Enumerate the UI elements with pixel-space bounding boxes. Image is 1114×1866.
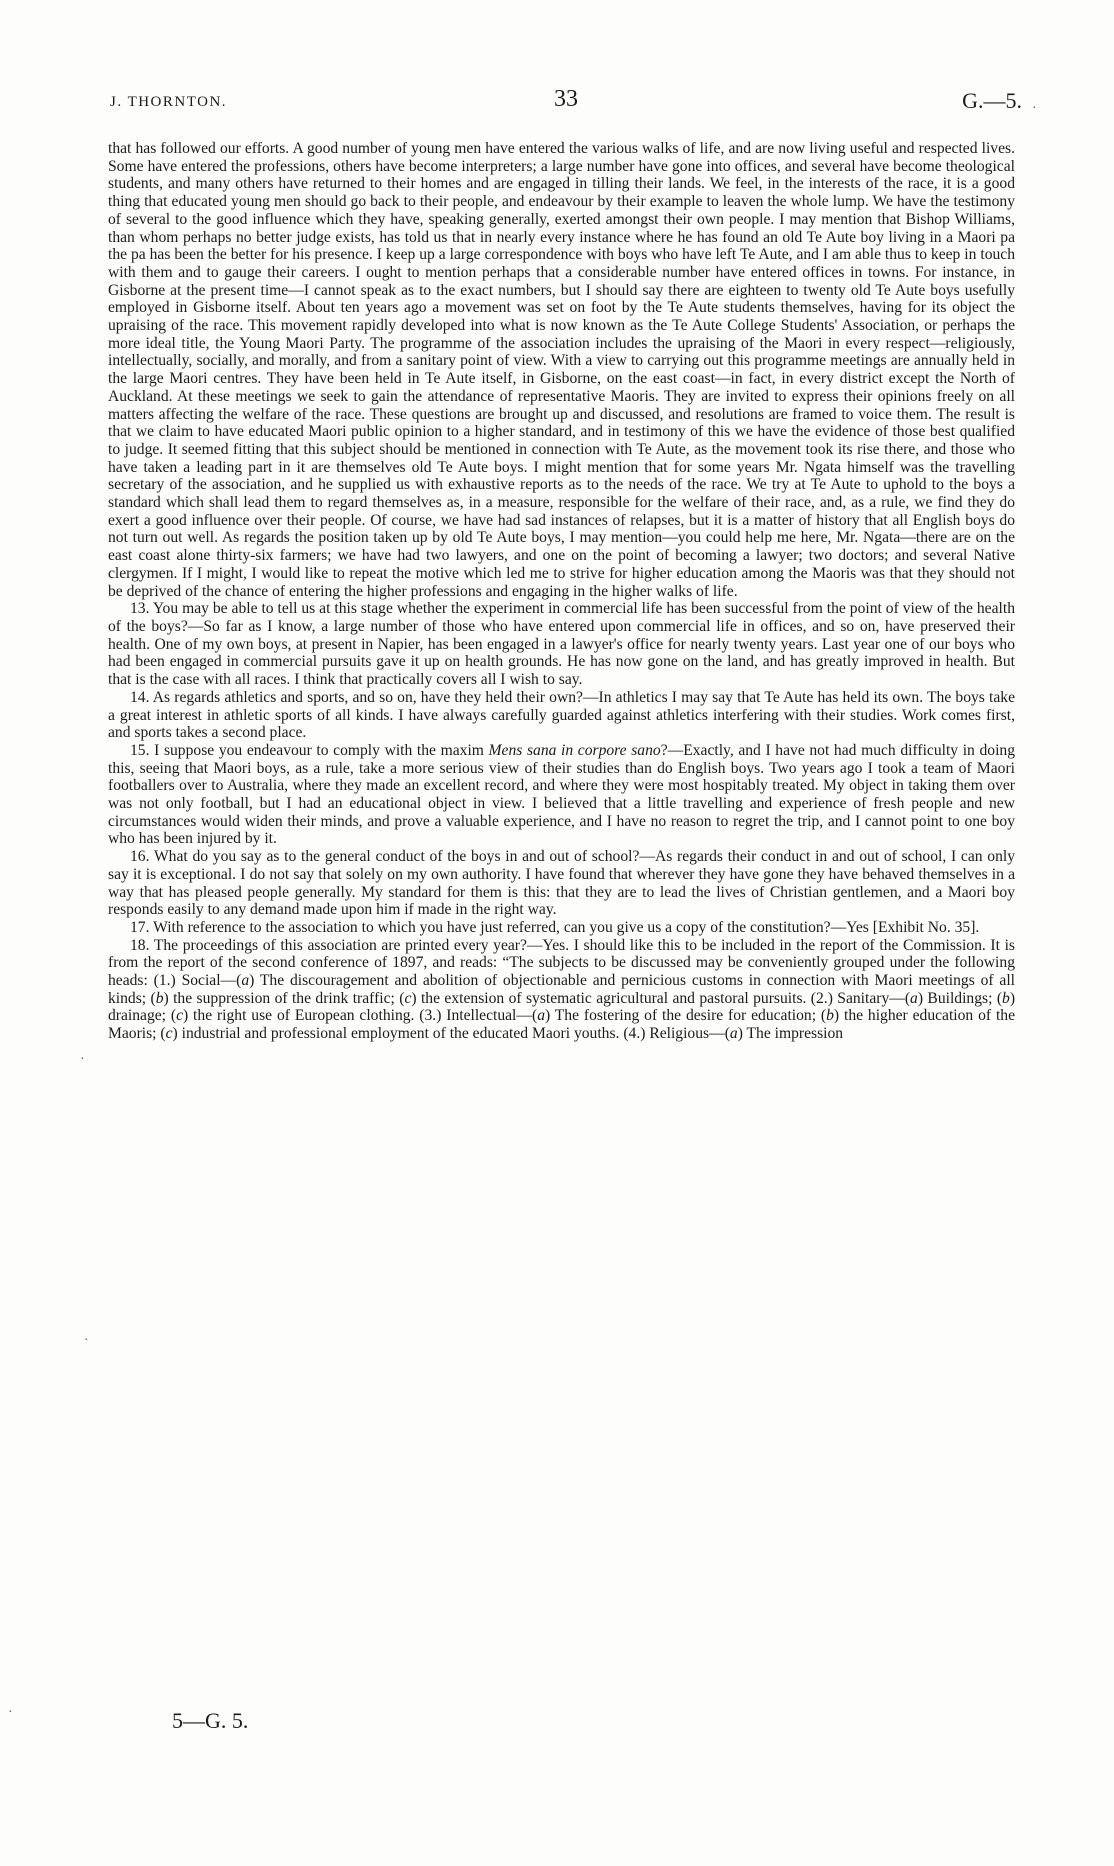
page-header: [110, 86, 1022, 126]
p18-text: ) The fostering of the desire for education; (: [544, 1007, 827, 1025]
p18-item-letter: b: [155, 989, 164, 1007]
p18-item-letter: a: [241, 972, 250, 990]
header-paper-reference: G.—5.: [962, 88, 1022, 113]
p18-item-letter: a: [910, 989, 918, 1007]
p18-item-letter: c: [176, 1007, 183, 1025]
margin-speck: ·: [8, 1705, 13, 1720]
paragraph-17: 17. With reference to the association to which you have just referred, can you give us a copy of the constitution?—Yes [Exhibit No. 35].: [130, 918, 980, 936]
p18-text: ) industrial and professional employment of the educated Maori youths. (4.) Religious—(: [172, 1025, 730, 1043]
paragraph-18: [108, 937, 1015, 1043]
p18-text: ) The impression: [737, 1025, 844, 1043]
p18-text: ) drainage; (: [108, 989, 1016, 1025]
p15-latin-maxim: Mens sana in corpore sano: [488, 741, 661, 759]
paragraph-continued: that has followed our efforts. A good number of young men have entered the various walks of life, and are now living useful and respected lives. Some have entered the professions, others have become interpreters; a large number have gone into offices, and several have become theological students, and many others have returned to their homes and are engaged in tilling their lands. We feel, in the interests of the race, it is a good thing that educated young men should go back to their people, and endeavour by their example to leaven the whole lump. We have the testimony of several to the good influence which they have, speaking generally, exerted amongst their own people. I may mention that Bishop Williams, than whom perhaps no better judge exists, has told us that in nearly every instance where he has found an old Te Aute boy living in a Maori pa the pa has been the better for his presence. I keep up a large correspondence with boys who have left Te Aute, and I am able thus to keep in touch with them and to gauge their careers. I ought to mention perhaps that a considerable number have entered offices in towns. For instance, in Gisborne at the present time—I cannot speak as to the exact numbers, but I should say there are eighteen to twenty old Te Aute boys usefully employed in Gisborne itself. About ten years ago a movement was set on foot by the Te Aute students themselves, having for its object the upraising of the race. This movement rapidly developed into what is now known as the Te Aute College Students' Association, or perhaps the more ideal title, the Young Maori Party. The programme of the association includes the upraising of the Maori in every respect—religiously, intellectually, socially, and morally, and from a sanitary point of view. With a view to carrying out this programme meetings are annually held in the large Maori centres. They have been held in Te Aute itself, in Gisborne, on the east coast—in fact, in every district except the North of Auckland. At these meetings we seek to gain the attendance of representative Maoris. They are invited to express their opinions freely on all matters affecting the welfare of the race. These questions are brought up and discussed, and resolutions are framed to voice them. The result is that we claim to have educated Maori public opinion to a higher standard, and in testimony of this we have the evidence of those best qualified to judge. It seemed fitting that this subject should be mentioned in connection with Te Aute, as the movement took its rise there, and those who have taken a leading part in it are themselves old Te Aute boys. I might mention that for some years Mr. Ngata himself was the travelling secretary of the association, and he supplied us with exhaustive reports as to the needs of the race. We try at Te Aute to uphold to the boys a standard which shall lead them to regard themselves as, in a measure, responsible for the welfare of their race, and, as a rule, we find they do exert a good influence over their people. Of course, we have had sad instances of relapses, but it is a matter of history that all English boys do not turn out well. As regards the position taken up by old Te Aute boys, I may mention—you could help me here, Mr. Ngata—there are on the east coast alone thirty-six farmers; we have had two lawyers, and one on the point of becoming a lawyer; two doctors; and several Native clergymen. If I might, I would like to repeat the motive which led me to strive for higher education among the Maoris was that they should not be deprived of the chance of entering the higher professions and engaging in the higher walks of life.: [108, 140, 1015, 600]
signature-mark: 5—G. 5.: [172, 1708, 249, 1733]
margin-speck: ·: [84, 1333, 89, 1348]
paragraph-15: [108, 742, 1015, 848]
p15-text-before: 15. I suppose you endeavour to comply with the maxim: [130, 741, 489, 759]
p18-text: ) The discouragement and abolition of objectionable and pernicious customs in connection with Maori meetings of all kinds; (: [108, 972, 1016, 1007]
p18-text: ) the suppression of the drink traffic; (: [163, 989, 405, 1007]
p18-text: 18. The proceedings of this association are printed every year?—Yes. I should like this to be included in the report of the Commission. It is from the report of the second conference of 1897, and reads: “The subjects to be discussed may be conveniently grouped under the following heads: (1.) Social—(: [108, 936, 1015, 990]
p18-text: ) the right use of European clothing. (3.) Intellectual—(: [183, 1007, 538, 1025]
p18-item-letter: c: [404, 989, 412, 1007]
margin-speck: ·: [80, 1052, 85, 1067]
p18-item-letter: b: [1002, 989, 1010, 1007]
document-body: [108, 140, 1015, 1043]
paragraph-16: 16. What do you say as to the general conduct of the boys in and out of school?—As regards their conduct in and out of school, I can only say it is exceptional. I do not say that solely on my own authority. I have found that wherever they have gone they have behaved themselves in a way that has pleased people generally. My standard for them is this: that they are to lead the lives of Christian gentlemen, and a Maori boy responds easily to any demand made upon him if made in the right way.: [108, 848, 1015, 919]
p18-item-letter: a: [537, 1007, 545, 1025]
p18-text: ) Buildings; (: [917, 989, 1003, 1007]
p18-text: ) the extension of systematic agricultural and pastoral pursuits. (2.) Sanitary—(: [411, 989, 911, 1007]
margin-speck: ·: [1032, 101, 1037, 116]
paragraph-14: 14. As regards athletics and sports, and so on, have they held their own?—In athletics I may say that Te Aute has held its own. The boys take a great interest in athletic sports of all kinds. I have always carefully guarded against athletics interfering with their studies. Work comes first, and sports takes a second place.: [108, 688, 1015, 742]
p18-item-letter: b: [826, 1007, 834, 1025]
p18-item-letter: a: [729, 1025, 738, 1043]
p18-item-letter: c: [165, 1025, 173, 1043]
page-number: 33: [554, 86, 578, 112]
p18-text: ) the higher education of the Maoris; (: [108, 1007, 1016, 1043]
p15-text-after: ?—Exactly, and I have not had much difficulty in doing this, seeing that Maori boys, as a rule, take a more serious view of their studies than do English boys. Two years ago I took a team of Maori footballers over to Australia, where they made an excellent record, and where they were most hospitably treated. My object in taking them over was not only football, but I had an educational object in view. I believed that a little travelling and experience of fresh people and new circumstances would widen their minds, and prove a valuable experience, and I have no reason to regret the trip, and I cannot point to one boy who has been injured by it.: [108, 741, 1015, 848]
header-witness-name: J. THORNTON.: [110, 94, 228, 110]
paragraph-13: 13. You may be able to tell us at this stage whether the experiment in commercial life has been successful from the point of view of the health of the boys?—So far as I know, a large number of those who have entered upon commercial life in offices, and so on, have preserved their health. One of my own boys, at present in Napier, has been engaged in a lawyer's office for nearly twenty years. Last year one of our boys who had been engaged in commercial pursuits gave it up on health grounds. He has now gone on the land, and has greatly improved in health. But that is the case with all races. I think that practically covers all I wish to say.: [108, 600, 1015, 689]
